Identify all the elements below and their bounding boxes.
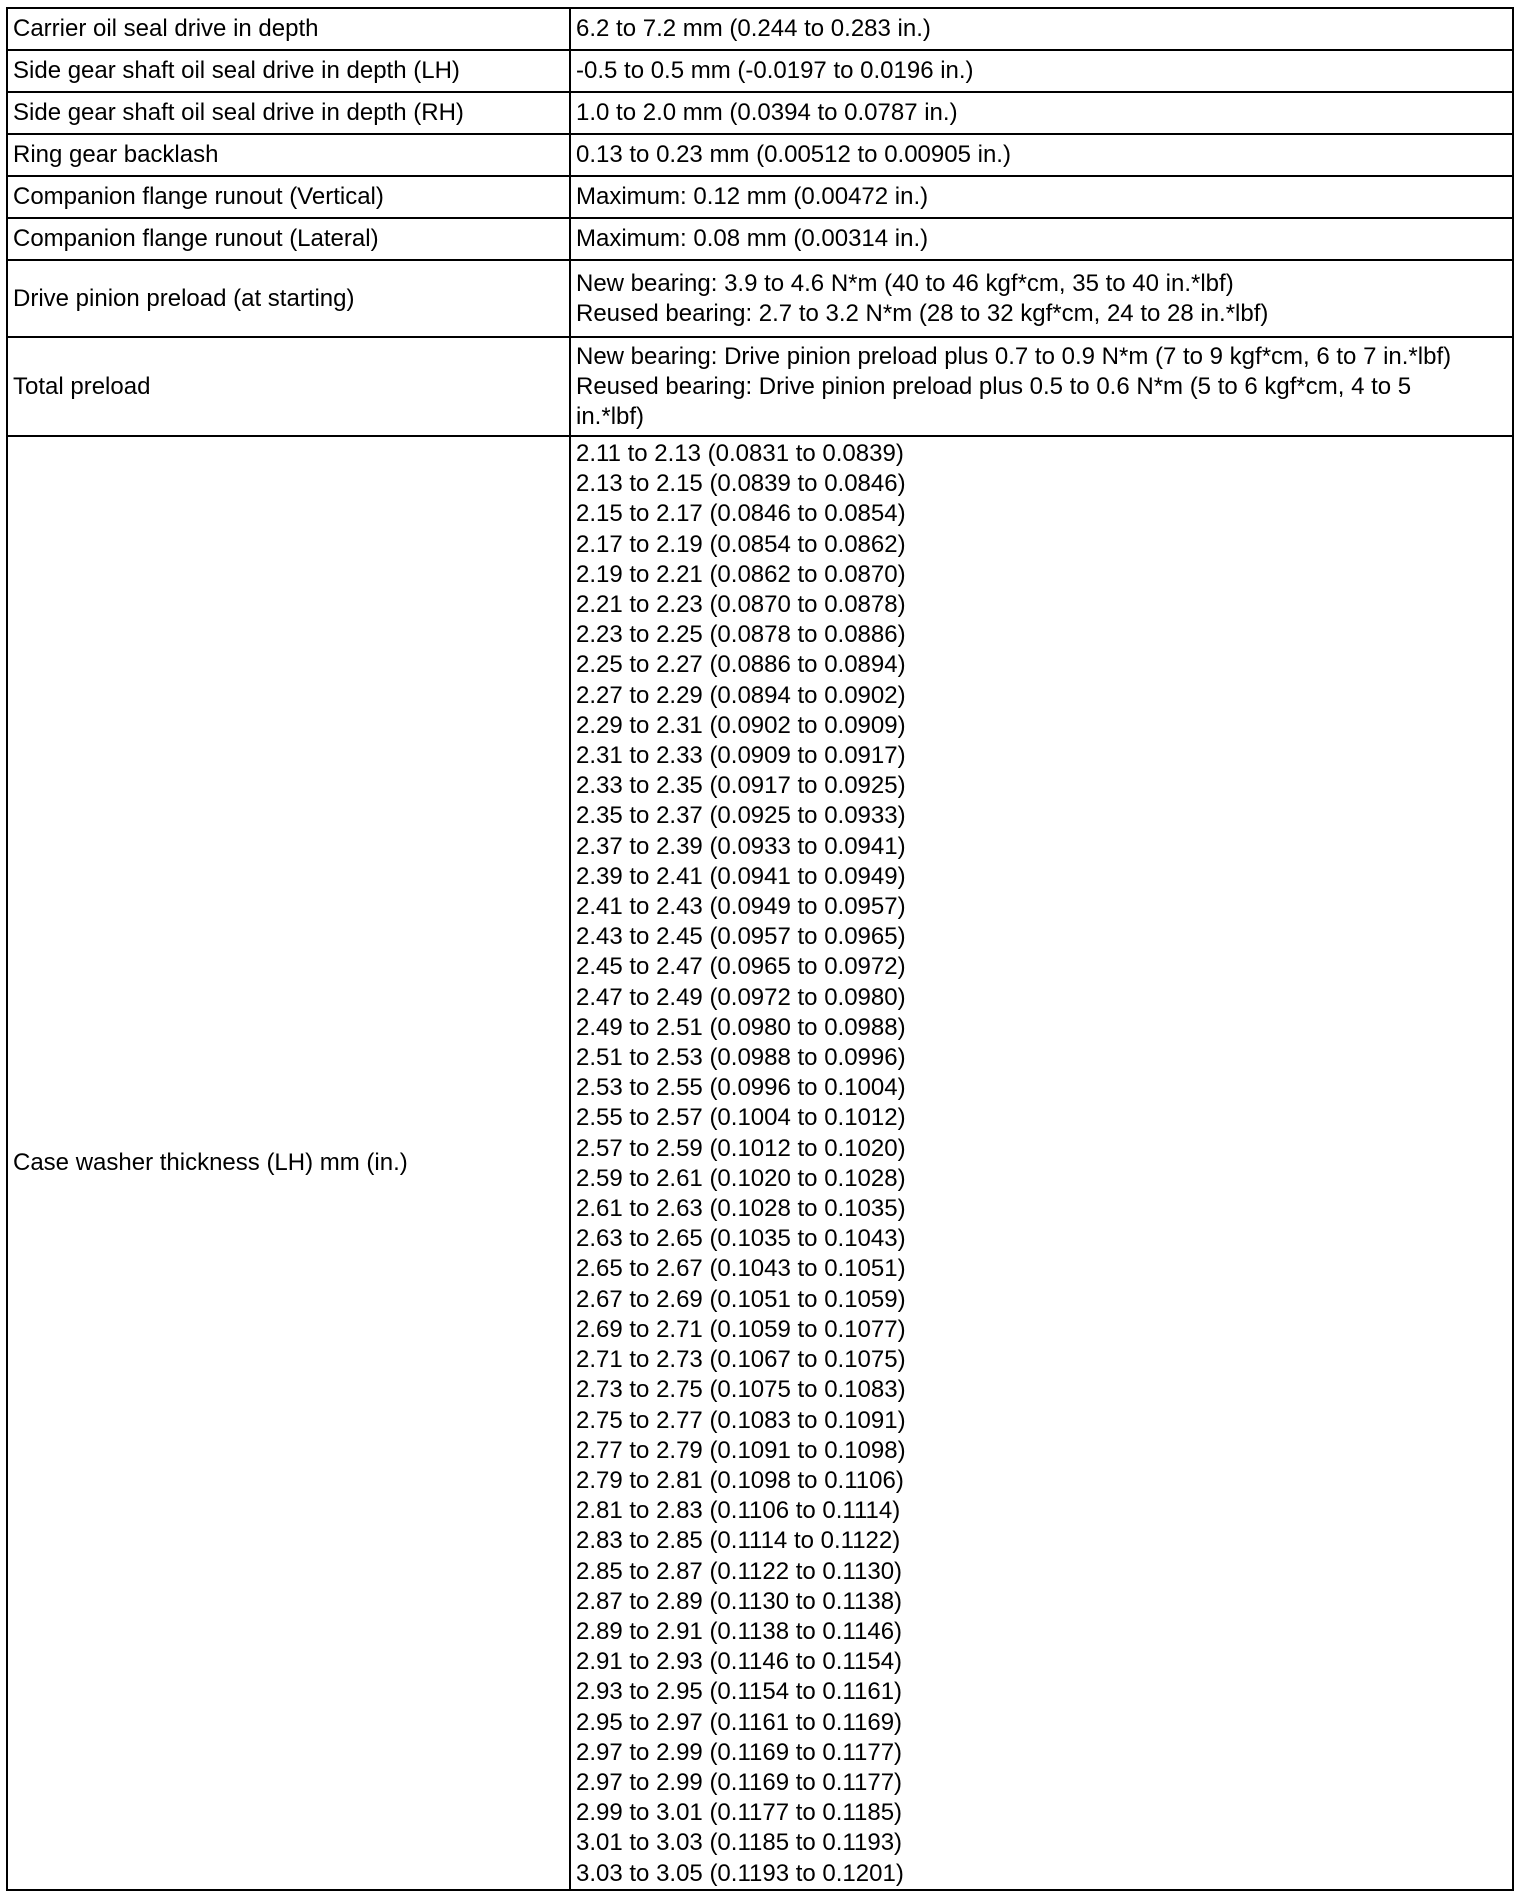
washer-thickness-item: 2.49 to 2.51 (0.0980 to 0.0988) [576, 1013, 906, 1041]
washer-thickness-item: 2.63 to 2.65 (0.1035 to 0.1043) [576, 1225, 906, 1253]
washer-thickness-item: 2.57 to 2.59 (0.1012 to 0.1020) [576, 1134, 906, 1162]
spec-value: Maximum: 0.08 mm (0.00314 in.) [570, 218, 1513, 260]
washer-thickness-item: 2.95 to 2.97 (0.1161 to 0.1169) [576, 1708, 903, 1736]
washer-thickness-item: 2.15 to 2.17 (0.0846 to 0.0854) [576, 500, 906, 528]
washer-thickness-item: 2.11 to 2.13 (0.0831 to 0.0839) [576, 440, 904, 467]
washer-thickness-item: 2.31 to 2.33 (0.0909 to 0.0917) [576, 742, 906, 770]
spec-value [570, 436, 1513, 1890]
washer-thickness-item: 2.97 to 2.99 (0.1169 to 0.1177) [576, 1768, 903, 1796]
washer-thickness-list [576, 437, 1507, 1889]
spec-value: 1.0 to 2.0 mm (0.0394 to 0.0787 in.) [570, 92, 1513, 134]
washer-thickness-item: 2.17 to 2.19 (0.0854 to 0.0862) [576, 530, 906, 558]
washer-thickness-item: 2.23 to 2.25 (0.0878 to 0.0886) [576, 621, 906, 649]
washer-thickness-item: 2.25 to 2.27 (0.0886 to 0.0894) [576, 651, 906, 679]
washer-thickness-item: 2.85 to 2.87 (0.1122 to 0.1130) [576, 1557, 903, 1585]
washer-thickness-item: 3.03 to 3.05 (0.1193 to 0.1201) [576, 1859, 904, 1887]
washer-thickness-item: 2.13 to 2.15 (0.0839 to 0.0846) [576, 470, 906, 498]
washer-thickness-item: 2.45 to 2.47 (0.0965 to 0.0972) [576, 953, 906, 981]
spec-value: -0.5 to 0.5 mm (-0.0197 to 0.0196 in.) [570, 50, 1513, 92]
washer-thickness-item: 2.27 to 2.29 (0.0894 to 0.0902) [576, 681, 906, 709]
drive-pinion-preload-row [7, 260, 1513, 337]
spec-label: Drive pinion preload (at starting) [7, 260, 570, 337]
washer-thickness-item: 2.21 to 2.23 (0.0870 to 0.0878) [576, 591, 906, 619]
washer-thickness-item: 2.75 to 2.77 (0.1083 to 0.1091) [576, 1406, 906, 1434]
spec-label: Companion flange runout (Vertical) [7, 176, 570, 218]
washer-thickness-item: 2.67 to 2.69 (0.1051 to 0.1059) [576, 1285, 906, 1313]
total-preload-row [7, 337, 1513, 436]
washer-thickness-item: 2.19 to 2.21 (0.0862 to 0.0870) [576, 560, 906, 588]
washer-thickness-item: 2.89 to 2.91 (0.1138 to 0.1146) [576, 1617, 903, 1645]
table-row [7, 8, 1513, 50]
washer-thickness-item: 2.29 to 2.31 (0.0902 to 0.0909) [576, 711, 906, 739]
washer-thickness-item: 2.39 to 2.41 (0.0941 to 0.0949) [576, 862, 906, 890]
spec-label: Side gear shaft oil seal drive in depth (LH) [7, 50, 570, 92]
washer-thickness-item: 2.37 to 2.39 (0.0933 to 0.0941) [576, 832, 906, 860]
table-row [7, 134, 1513, 176]
washer-thickness-item: 2.55 to 2.57 (0.1004 to 0.1012) [576, 1104, 906, 1132]
washer-thickness-item: 2.41 to 2.43 (0.0949 to 0.0957) [576, 893, 906, 921]
washer-thickness-item: 2.91 to 2.93 (0.1146 to 0.1154) [576, 1648, 903, 1676]
table-row [7, 50, 1513, 92]
washer-thickness-item: 2.43 to 2.45 (0.0957 to 0.0965) [576, 923, 906, 951]
table-row [7, 218, 1513, 260]
washer-thickness-item: 2.83 to 2.85 (0.1114 to 0.1122) [576, 1527, 901, 1555]
reused-bearing-value: Reused bearing: Drive pinion preload plus 0.5 to 0.6 N*m (5 to 6 kgf*cm, 4 to 5 in.*lbf) [576, 372, 1412, 430]
washer-thickness-item: 2.59 to 2.61 (0.1020 to 0.1028) [576, 1164, 906, 1192]
specification-table [6, 7, 1514, 1891]
new-bearing-value: New bearing: Drive pinion preload plus 0.7 to 0.9 N*m (7 to 9 kgf*cm, 6 to 7 in.*lbf) [576, 342, 1452, 370]
washer-thickness-item: 2.51 to 2.53 (0.0988 to 0.0996) [576, 1044, 906, 1072]
spec-value [570, 260, 1513, 337]
spec-value: Maximum: 0.12 mm (0.00472 in.) [570, 176, 1513, 218]
spec-label: Total preload [7, 337, 570, 436]
spec-value: 6.2 to 7.2 mm (0.244 to 0.283 in.) [570, 8, 1513, 50]
washer-thickness-item: 2.73 to 2.75 (0.1075 to 0.1083) [576, 1376, 906, 1404]
spec-label: Case washer thickness (LH) mm (in.) [7, 436, 570, 1890]
washer-thickness-item: 2.61 to 2.63 (0.1028 to 0.1035) [576, 1195, 906, 1223]
reused-bearing-value: Reused bearing: 2.7 to 3.2 N*m (28 to 32 kgf*cm, 24 to 28 in.*lbf) [576, 299, 1269, 327]
washer-thickness-item: 2.93 to 2.95 (0.1154 to 0.1161) [576, 1678, 903, 1706]
washer-thickness-item: 2.79 to 2.81 (0.1098 to 0.1106) [576, 1466, 904, 1494]
washer-thickness-item: 2.47 to 2.49 (0.0972 to 0.0980) [576, 983, 906, 1011]
washer-thickness-item: 2.87 to 2.89 (0.1130 to 0.1138) [576, 1587, 903, 1615]
spec-label: Side gear shaft oil seal drive in depth (RH) [7, 92, 570, 134]
spec-label: Carrier oil seal drive in depth [7, 8, 570, 50]
washer-thickness-item: 2.81 to 2.83 (0.1106 to 0.1114) [576, 1497, 901, 1525]
spec-value [570, 337, 1513, 436]
washer-thickness-item: 2.69 to 2.71 (0.1059 to 0.1077) [576, 1315, 906, 1343]
case-washer-row [7, 436, 1513, 1890]
washer-thickness-item: 3.01 to 3.03 (0.1185 to 0.1193) [576, 1829, 903, 1857]
new-bearing-value: New bearing: 3.9 to 4.6 N*m (40 to 46 kgf*cm, 35 to 40 in.*lbf) [576, 269, 1234, 297]
washer-thickness-item: 2.77 to 2.79 (0.1091 to 0.1098) [576, 1436, 906, 1464]
table-row [7, 92, 1513, 134]
washer-thickness-item: 2.33 to 2.35 (0.0917 to 0.0925) [576, 772, 906, 800]
washer-thickness-item: 2.97 to 2.99 (0.1169 to 0.1177) [576, 1738, 903, 1766]
table-row [7, 176, 1513, 218]
washer-thickness-item: 2.71 to 2.73 (0.1067 to 0.1075) [576, 1346, 906, 1374]
spec-label: Companion flange runout (Lateral) [7, 218, 570, 260]
washer-thickness-item: 2.99 to 3.01 (0.1177 to 0.1185) [576, 1799, 903, 1827]
washer-thickness-item: 2.35 to 2.37 (0.0925 to 0.0933) [576, 802, 906, 830]
washer-thickness-item: 2.65 to 2.67 (0.1043 to 0.1051) [576, 1255, 906, 1283]
spec-value: 0.13 to 0.23 mm (0.00512 to 0.00905 in.) [570, 134, 1513, 176]
spec-label: Ring gear backlash [7, 134, 570, 176]
washer-thickness-item: 2.53 to 2.55 (0.0996 to 0.1004) [576, 1074, 906, 1102]
